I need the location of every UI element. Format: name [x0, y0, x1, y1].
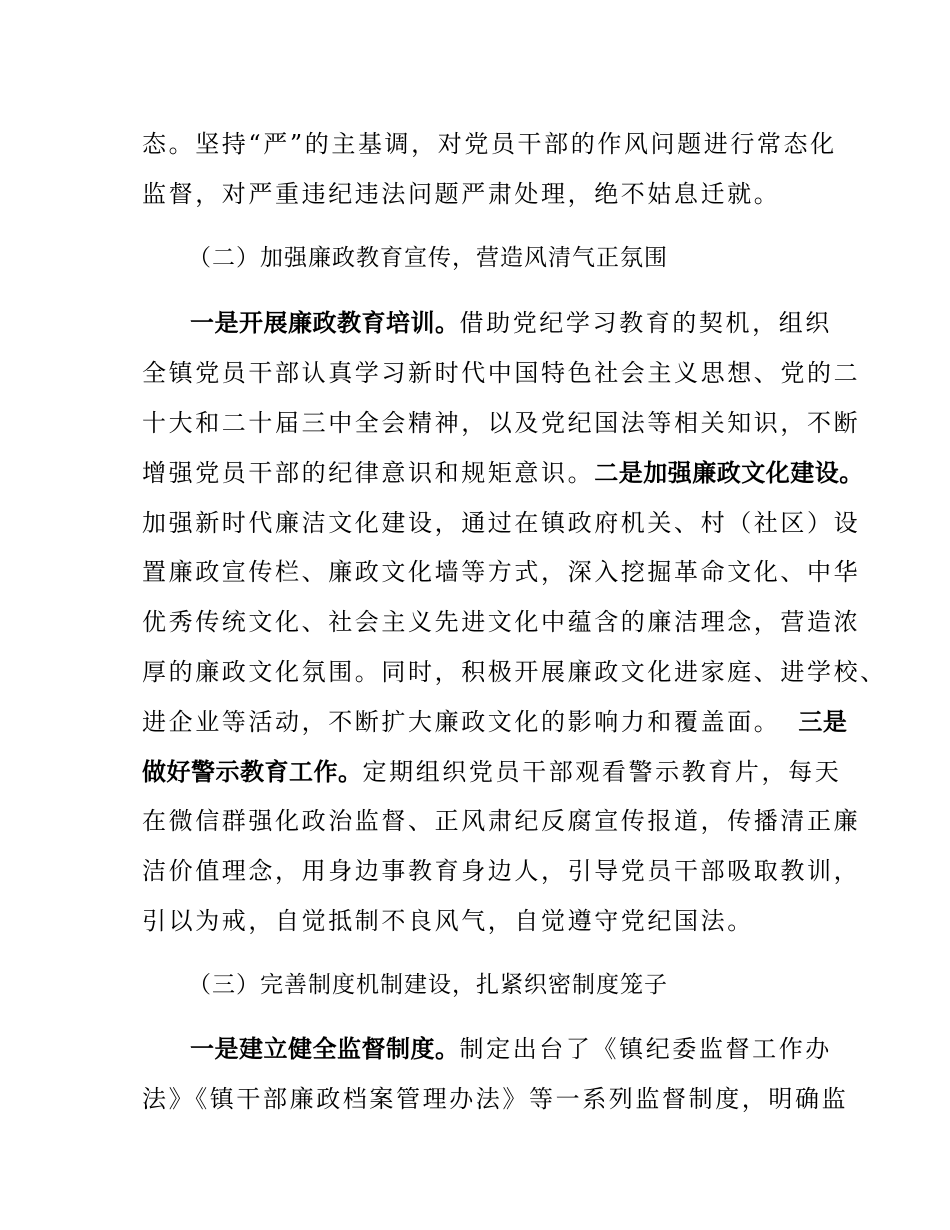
paragraph-line: 洁价值理念，用身边事教育身边人，引导党员干部吸取教训，: [142, 857, 861, 885]
paragraph-line: 全镇党员干部认真学习新时代中国特色社会主义思想、党的二: [142, 359, 861, 387]
text-run: 增强党员干部的纪律意识和规矩意识。: [142, 459, 595, 487]
paragraph-line: 在微信群强化政治监督、正风肃纪反腐宣传报道，传播清正廉: [142, 807, 861, 835]
paragraph-line: 法》《镇干部廉政档案管理办法》等一系列监督制度，明确监: [142, 1085, 849, 1113]
paragraph-line: [142, 755, 841, 789]
paragraph-line: [190, 306, 832, 340]
text-run: 制定出台了《镇纪委监督工作办: [459, 1035, 832, 1063]
paragraph-line: 优秀传统文化、社会主义先进文化中蕴含的廉洁理念，营造浓: [142, 608, 861, 636]
bold-lead: 二是加强廉政文化建设。: [594, 459, 864, 487]
text-run: 进企业等活动，不断扩大廉政文化的影响力和覆盖面。: [142, 708, 781, 736]
paragraph-line: [142, 705, 847, 739]
text-run: 定期组织党员干部观看警示教育片，每天: [362, 758, 842, 786]
bold-lead: 一是开展廉政教育培训。: [190, 309, 460, 337]
section-heading-2: （二）加强廉政教育宣传，营造风清气正氛围: [188, 245, 668, 271]
paragraph-line: [142, 456, 864, 490]
paragraph-line: 加强新时代廉洁文化建设，通过在镇政府机关、村（社区）设: [142, 509, 861, 537]
text-run: 借助党纪学习教育的契机，组织: [459, 309, 832, 337]
paragraph-line: 十大和二十届三中全会精神，以及党纪国法等相关知识，不断: [142, 409, 861, 437]
bold-lead: 做好警示教育工作。: [142, 758, 363, 786]
paragraph-line: 引以为戒，自觉抵制不良风气，自觉遵守党纪国法。: [142, 907, 754, 935]
bold-lead: 三是: [798, 708, 848, 736]
paragraph-line: 厚的廉政文化氛围。同时，积极开展廉政文化进家庭、进学校、: [142, 658, 887, 686]
bold-lead: 一是建立健全监督制度。: [190, 1035, 460, 1063]
paragraph-line: [190, 1032, 832, 1066]
section-heading-3: （三）完善制度机制建设，扎紧织密制度笼子: [188, 972, 668, 998]
paragraph-line: 态。坚持“严”的主基调，对党员干部的作风问题进行常态化: [142, 130, 837, 158]
paragraph-line: 监督，对严重违纪违法问题严肃处理，绝不姑息迁就。: [142, 180, 781, 208]
paragraph-line: 置廉政宣传栏、廉政文化墙等方式，深入挖掘革命文化、中华: [142, 558, 861, 586]
